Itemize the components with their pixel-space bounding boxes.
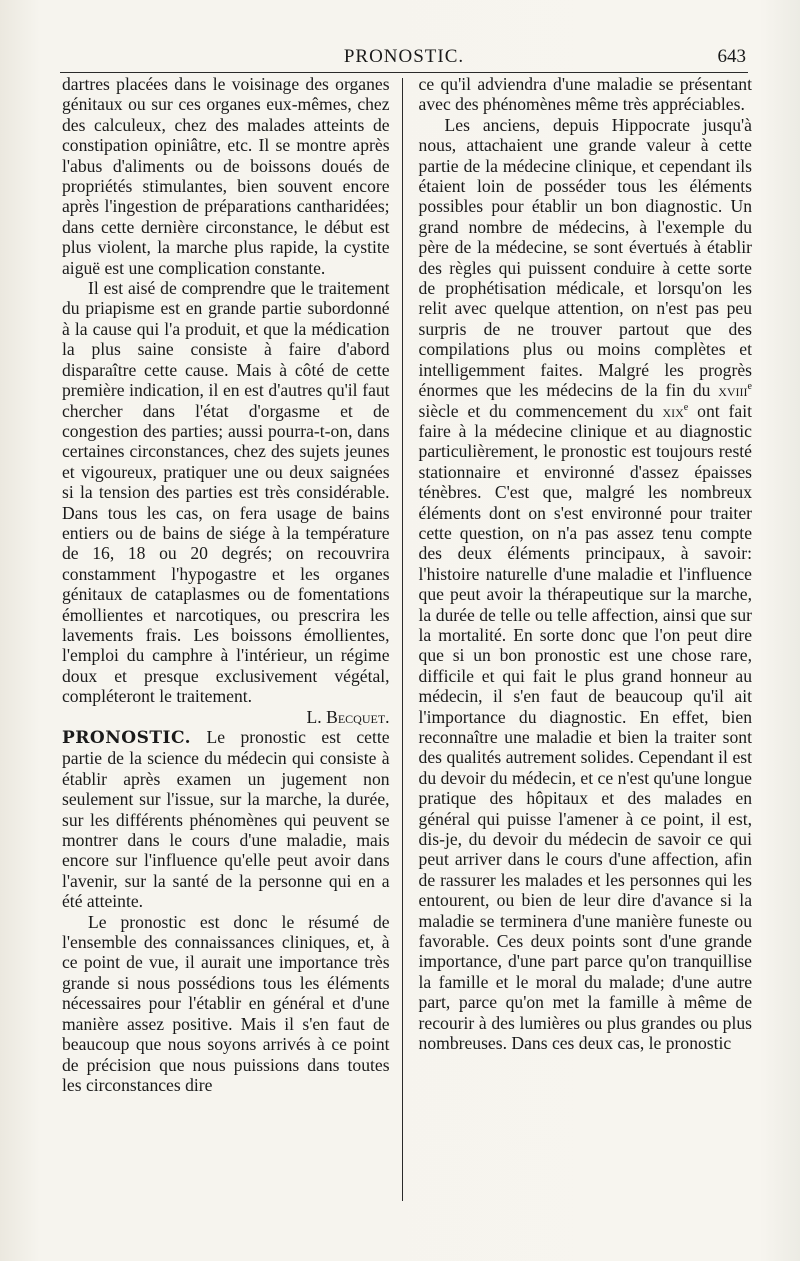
- author-signature: L. Becquet.: [306, 706, 390, 727]
- left-column: [62, 74, 396, 1201]
- century-numeral: xviii: [718, 380, 748, 401]
- superscript: e: [683, 401, 689, 413]
- century-numeral: xix: [662, 400, 684, 421]
- column-divider: [402, 78, 403, 1201]
- right-column: [409, 74, 752, 1201]
- superscript: e: [747, 381, 752, 393]
- text-run: ont fait faire à la médecine clinique et au diagnostic particulièrement, le pronostic est toujours resté stationnaire et environné d'assez épaisses ténèbres. C'est que, malgré les nombreux éléments dont on s'est environné pour traiter cette question, on n'a pas assez tenu compte des deux éléments principaux, à savoir: l'histoire naturelle d'une maladie et l'influence que peut avoir la thérapeutique sur la marche, la durée de telle ou telle affection, ainsi que sur la mortalité. En sorte donc que l'on peut dire que si un bon pronostic est une chose rare, difficile et qui fait le plus grand honneur au médecin, il s'en faut de beaucoup qu'il ait l'importance du diagnostic. En effet, bien reconnaître une maladie et bien la traiter sont des qualités autrement solides. Cependant il est du devoir du médecin, et ce n'est qu'une longue pratique des hôpitaux et des malades en général qui puisse l'amener à ce point, il est, dis-je, du devoir du médecin de savoir ce qui peut arriver dans le cours d'une affection, afin de rassurer les malades et les personnes qui les entourent, ou bien de leur dire d'avance si la maladie se terminera d'une manière funeste ou favorable. Ces deux points sont d'une grande importance, d'une part parce qu'on tranquillise la famille et le moral du malade; d'une autre part, parce qu'on met la famille à même de recourir à des lumières ou plus grandes ou plus nombreuses. Dans ces deux cas, le pronostic: [418, 400, 752, 1054]
- paragraph: ce qu'il adviendra d'une maladie se présentant avec des phénomènes même très appréciables.: [418, 74, 752, 115]
- running-title: PRONOSTIC.: [343, 46, 465, 67]
- paragraph: dartres placées dans le voisinage des organes génitaux ou sur ces organes eux-mêmes, chez des calculeux, chez des malades atteints de constipation opiniâtre, etc. Il se montre après l'abus d'aliments ou de boissons doués de propriétés stimulantes, bien souvent encore après l'ingestion de préparations cantharidées; dans cette dernière circonstance, le début est plus violent, la marche plus rapide, la cystite aiguë est une complication constante.: [62, 74, 390, 278]
- paragraph: Il est aisé de comprendre que le traitement du priapisme est en grande partie subordonné à la cause qui l'a produit, et que la médication la plus saine consiste à faire d'abord disparaître cette cause. Mais à côté de cette première indication, il en est d'autres qu'il faut chercher dans l'état d'orgasme et de congestion des parties; aussi pourra-t-on, dans certaines circonstances, chez des sujets jeunes et vigoureux, pratiquer une ou deux saignées si la tension des parties est très considérable. Dans tous les cas, on fera usage de bains entiers ou de bains de siége à la température de 16, 18 ou 20 degrés; on recouvrira constamment l'hypogastre et les organes génitaux de cataplasmes ou de fomentations émollientes et narcotiques, ou prescrira les lavements frais. Les boissons émollientes, l'emploi du camphre à l'intérieur, un régime doux et presque exclusivement végétal, compléteront le traitement.: [62, 278, 390, 707]
- signature-line: [62, 707, 390, 727]
- entry-heading: PRONOSTIC.: [62, 728, 192, 748]
- running-head: [60, 44, 748, 73]
- text-run: siècle et du commencement du: [418, 400, 663, 421]
- paragraph: Le pronostic est donc le résumé de l'ensemble des connaissances cliniques, et, à ce point de vue, il aurait une importance très grande si nous possédions tous les éléments nécessaires pour l'établir en général et d'une manière assez positive. Mais il s'en faut de beaucoup que nous soyons arrivés à ce point de précision que nous puissions dans toutes les circonstances dire: [62, 911, 390, 1095]
- entry-text: Le pronostic est cette partie de la science du médecin qui consiste à établir après examen un jugement non seulement sur l'issue, sur la marche, la durée, sur les différents phénomènes qui peuvent se montrer dans le cours d'une maladie, mais encore sur l'influence qu'elle peut avoir dans l'avenir, sur la santé de la personne qui en a été atteinte.: [62, 727, 390, 912]
- page-number: 643: [717, 46, 746, 67]
- text-run: Les anciens, depuis Hippocrate jusqu'à nous, attachaient une grande valeur à cette partie de la médecine clinique, et cependant ils étaient loin de posséder tous les éléments possibles pour établir un bon diagnostic. Un grand nombre de médecins, à l'exemple du père de la médecine, se sont évertués à établir des règles qui puissent conduire à cette sorte de prophétisation médicale, et lorsqu'on les relit avec quelque attention, on n'est pas peu surpris de ne trouver partout que des compilations plus ou moins complètes et intelligemment faites. Malgré les progrès énormes que les médecins de la fin du: [418, 114, 752, 401]
- text-columns: [62, 74, 752, 1201]
- paragraph: [419, 115, 752, 1054]
- entry-paragraph: [62, 727, 390, 912]
